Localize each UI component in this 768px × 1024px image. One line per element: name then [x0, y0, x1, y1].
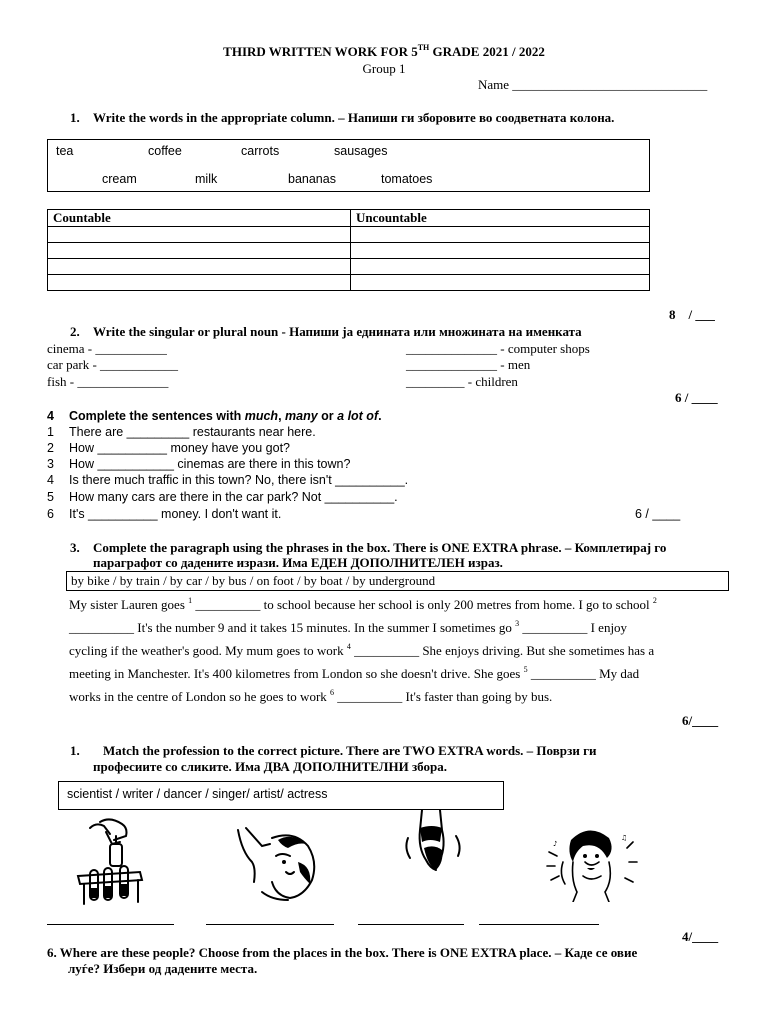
answer-line[interactable]	[47, 924, 174, 925]
dancer-picture	[400, 808, 466, 874]
sentence-text: How many cars are there in the car park? Not __________.	[69, 490, 398, 504]
table-row	[48, 227, 650, 243]
table-row	[48, 243, 650, 259]
sentence-text: How __________ money have you got?	[69, 441, 290, 455]
title-text: THIRD WRITTEN WORK FOR 5	[223, 44, 418, 59]
task3-score: 6/____	[682, 713, 719, 728]
line-text: __________ It's faster than going by bus.	[334, 689, 553, 704]
sentence-number: 5	[47, 490, 54, 504]
header-countable: Countable	[48, 210, 351, 227]
task3-number: 3.	[70, 540, 80, 555]
word-item: bananas	[288, 172, 336, 186]
task1-number: 1.	[70, 110, 80, 125]
sentence-number: 3	[47, 457, 54, 471]
gap-number: 5	[523, 665, 528, 674]
task4-score: 6 / ____	[635, 507, 681, 521]
header-uncountable: Uncountable	[351, 210, 650, 227]
sentence-text: It's __________ money. I don't want it.	[69, 507, 282, 521]
line-text: __________ to school because her school is only 200 metres from home. I go to school	[192, 597, 653, 612]
table-cell[interactable]	[351, 243, 650, 259]
task4-instruction	[69, 409, 382, 423]
singular-item: car park - ____________	[47, 357, 179, 372]
task2-score: 6 / ____	[675, 390, 718, 405]
gap-number: 4	[346, 642, 351, 651]
paragraph-line	[69, 662, 729, 685]
line-text: __________ It's the number 9 and it takes 15 minutes. In the summer I sometimes go	[69, 620, 516, 635]
sentence-number: 4	[47, 473, 54, 487]
sentence-number: 2	[47, 441, 54, 455]
task2-number: 2.	[70, 324, 80, 339]
task6-instruction-line1: 6. Where are these people? Choose from the places in the box. There is ONE EXTRA place. – Каде се овие	[47, 945, 638, 960]
line-text: My sister Lauren goes	[69, 597, 189, 612]
sentence-text: There are _________ restaurants near here.	[69, 425, 316, 439]
line-text: cycling if the weather's good. My mum goes to work	[69, 643, 347, 658]
artist-picture	[232, 822, 322, 902]
instruction-text: .	[378, 409, 382, 423]
svg-text:♪: ♪	[553, 840, 558, 848]
answer-line[interactable]	[358, 924, 464, 925]
task4-number: 4	[47, 409, 54, 423]
word-item: cream	[102, 172, 137, 186]
table-cell[interactable]	[48, 243, 351, 259]
phrase-list: by bike / by train / by car / by bus / on foot / by boat / by underground	[71, 573, 436, 588]
table-row	[48, 259, 650, 275]
table-cell[interactable]	[351, 259, 650, 275]
singer-picture	[543, 822, 639, 902]
task1-instruction: Write the words in the appropriate column. – Напиши ги зборовите во соодветната колона.	[93, 110, 615, 125]
page-title	[0, 44, 768, 60]
task5-number: 1.	[70, 743, 80, 758]
gap-number: 3	[515, 619, 520, 628]
sentence-text: How ___________ cinemas are there in this town?	[69, 457, 351, 471]
task6-instruction-line2: луѓе? Избери од дадените места.	[68, 961, 258, 976]
line-text: works in the centre of London so he goes to work	[69, 689, 331, 704]
keyword-many: many	[285, 409, 318, 423]
gap-number: 2	[652, 596, 657, 605]
keyword-a-lot-of: a lot of	[337, 409, 379, 423]
word-item: coffee	[148, 144, 182, 158]
paragraph-line	[69, 593, 729, 616]
table-cell[interactable]	[48, 275, 351, 291]
table-cell[interactable]	[351, 275, 650, 291]
keyword-much: much	[244, 409, 279, 423]
table-cell[interactable]	[48, 227, 351, 243]
scientist-picture	[70, 814, 150, 908]
plural-item: ______________ - men	[406, 357, 531, 372]
word-item: tea	[56, 144, 74, 158]
plural-item: _________ - children	[406, 374, 518, 389]
line-text: __________ She enjoys driving. But she sometimes has a	[350, 643, 655, 658]
line-text: __________ My dad	[527, 666, 640, 681]
group-label: Group 1	[362, 61, 406, 76]
word-item: sausages	[334, 144, 388, 158]
answer-line[interactable]	[206, 924, 334, 925]
sentence-text: Is there much traffic in this town? No, there isn't __________.	[69, 473, 409, 487]
title-year: GRADE 2021 / 2022	[429, 44, 545, 59]
task2-instruction: Write the singular or plural noun - Напиши ја еднината или множината на именката	[93, 324, 582, 339]
gap-number: 6	[330, 688, 335, 697]
paragraph-line	[69, 685, 729, 708]
task3-instruction-line1: Complete the paragraph using the phrases in the box. There is ONE EXTRA phrase. – Комплетирај го	[93, 540, 667, 555]
task5-score: 4/____	[682, 929, 719, 944]
singular-item: cinema - ___________	[47, 341, 167, 356]
task5-instruction-line2: професиите со сликите. Има ДВА ДОПОЛНИТЕЛНИ збора.	[93, 759, 447, 774]
plural-item: ______________ - computer shops	[406, 341, 590, 356]
task5-instruction-line1: Match the profession to the correct picture. There are TWO EXTRA words. – Поврзи ги	[103, 743, 597, 758]
line-text: __________ I enjoy	[519, 620, 628, 635]
sentence-number: 6	[47, 507, 54, 521]
word-item: carrots	[241, 144, 280, 158]
paragraph-line	[69, 639, 729, 662]
sentence-number: 1	[47, 425, 54, 439]
answer-line[interactable]	[479, 924, 599, 925]
svg-text:♫: ♫	[621, 834, 628, 842]
word-item: tomatoes	[381, 172, 433, 186]
title-superscript: TH	[417, 43, 430, 52]
table-header-row	[48, 210, 650, 227]
paragraph-line	[69, 616, 729, 639]
table-cell[interactable]	[48, 259, 351, 275]
task1-score: 8 / ___	[669, 307, 715, 322]
profession-list: scientist / writer / dancer / singer/ artist/ actress	[67, 787, 328, 801]
paragraph	[69, 593, 729, 708]
table-row	[48, 275, 650, 291]
task3-instruction-line2: параграфот со дадените изрази. Има ЕДЕН ДОПОЛНИТЕЛЕН израз.	[93, 555, 503, 570]
word-item: milk	[195, 172, 218, 186]
line-text: meeting in Manchester. It's 400 kilometres from London so she doesn't drive. She goes	[69, 666, 524, 681]
singular-item: fish - ______________	[47, 374, 169, 389]
countable-table	[47, 209, 650, 291]
name-field[interactable]: Name ______________________________	[478, 77, 708, 92]
gap-number: 1	[188, 596, 193, 605]
instruction-text: ,	[278, 409, 286, 423]
instruction-text: or	[317, 409, 338, 423]
table-cell[interactable]	[351, 227, 650, 243]
instruction-text: Complete the sentences with	[69, 409, 245, 423]
